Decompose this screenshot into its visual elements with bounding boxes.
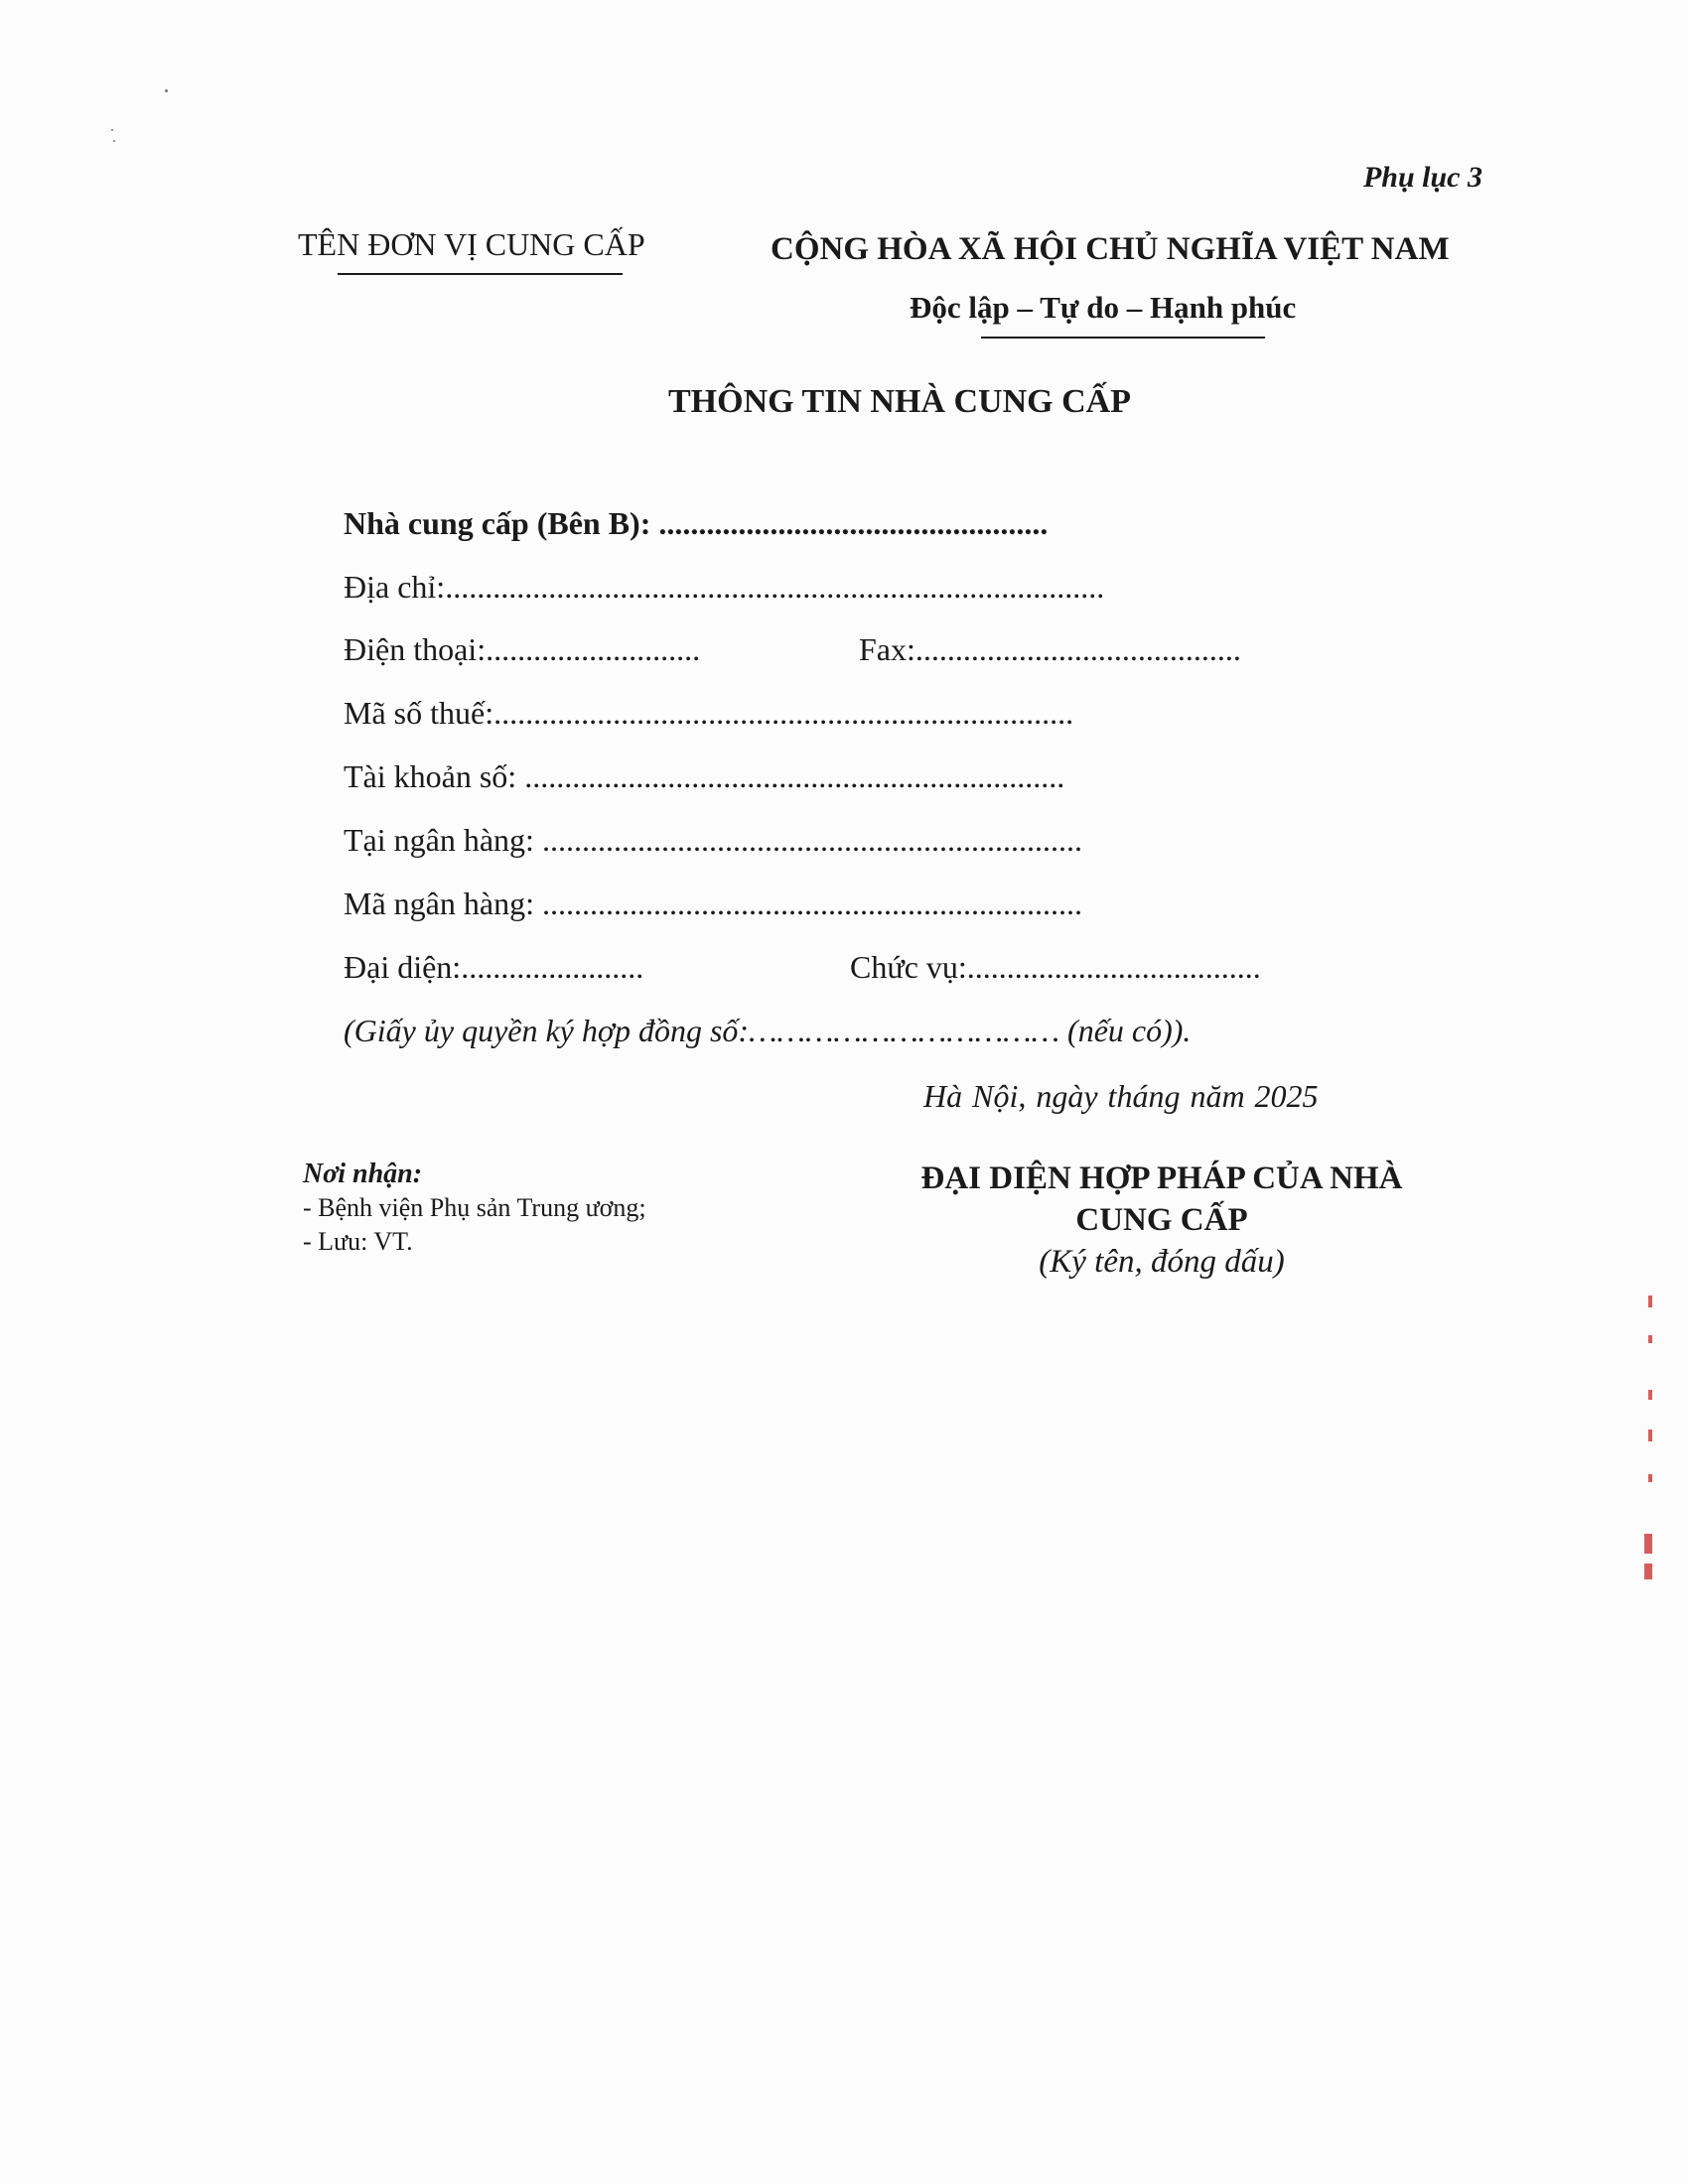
fax-field: Fax:......................................... xyxy=(859,631,1241,667)
scan-mark-red xyxy=(1644,1534,1652,1554)
national-motto: Độc lập – Tự do – Hạnh phúc xyxy=(910,290,1297,325)
scan-mark-red xyxy=(1648,1296,1652,1307)
organization-underline xyxy=(338,273,623,275)
position-field: Chức vụ:..................................... xyxy=(850,949,1261,985)
scan-speck xyxy=(111,129,113,131)
address-field: Địa chỉ:................................................................................... xyxy=(344,569,1105,605)
account-number-field: Tài khoản số: .................................................................... xyxy=(344,758,1065,794)
signature-title-line1: ĐẠI DIỆN HỢP PHÁP CỦA NHÀ xyxy=(920,1160,1403,1196)
bank-field: Tại ngân hàng: .................................................................... xyxy=(344,822,1082,858)
phone-field: Điện thoại:........................... xyxy=(344,631,701,667)
recipient-item: - Lưu: VT. xyxy=(303,1227,413,1256)
scan-speck xyxy=(113,140,115,142)
authorization-field: (Giấy ủy quyền ký hợp đồng số:…………………………… (nếu có)). xyxy=(344,1013,1192,1048)
recipient-item: - Bệnh viện Phụ sản Trung ương; xyxy=(303,1193,646,1222)
document-title: THÔNG TIN NHÀ CUNG CẤP xyxy=(668,383,1131,420)
signature-title-line2: CUNG CẤP xyxy=(1075,1202,1248,1238)
national-title: CỘNG HÒA XÃ HỘI CHỦ NGHĨA VIỆT NAM xyxy=(771,231,1450,267)
tax-code-field: Mã số thuế:......................................................................... xyxy=(344,695,1074,731)
bank-code-field: Mã ngân hàng: .................................................................... xyxy=(344,886,1082,921)
representative-field: Đại diện:....................... xyxy=(344,949,644,985)
recipients-block xyxy=(303,1158,646,1259)
recipients-heading: Nơi nhận: xyxy=(303,1159,423,1189)
signature-block xyxy=(854,1158,1470,1283)
scan-speck xyxy=(165,89,168,92)
motto-underline xyxy=(981,337,1265,339)
supplier-field: Nhà cung cấp (Bên B): ................................................. xyxy=(344,505,1049,541)
scan-mark-red xyxy=(1648,1430,1652,1441)
signature-note: (Ký tên, đóng dấu) xyxy=(1039,1244,1285,1280)
organization-name: TÊN ĐƠN VỊ CUNG CẤP xyxy=(298,226,645,262)
date-line: Hà Nội, ngày tháng năm 2025 xyxy=(923,1078,1319,1114)
scan-mark-red xyxy=(1648,1474,1652,1482)
scan-mark-red xyxy=(1648,1335,1652,1343)
scan-mark-red xyxy=(1648,1390,1652,1400)
scan-mark-red xyxy=(1644,1564,1652,1579)
appendix-label: Phụ lục 3 xyxy=(1362,161,1482,194)
